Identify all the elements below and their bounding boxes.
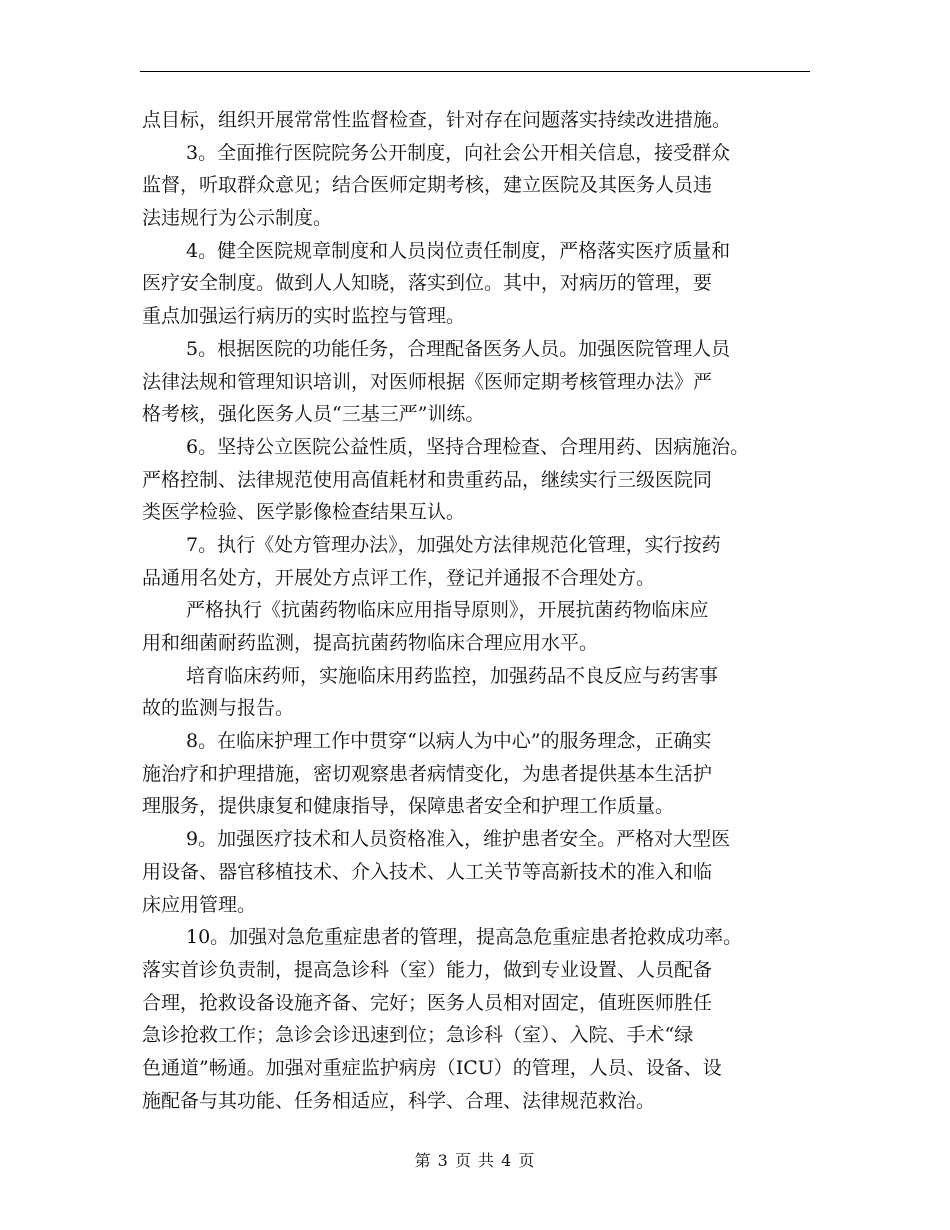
document-body (142, 104, 822, 1117)
text-line: 7。执行《处方管理办法》，加强处方法律规范化管理，实行按药 (186, 533, 721, 556)
text-line: 重点加强运行病历的实时监控与管理。 (142, 305, 466, 328)
page-number: 第 3 页 共 4 页 (414, 1151, 536, 1170)
text-line: 8。在临床护理工作中贯穿“以病人为中心”的服务理念，正确实 (186, 730, 712, 753)
text-line: 9。加强医疗技术和人员资格准入，维护患者安全。严格对大型医 (186, 828, 731, 851)
text-line: 品通用名处方，开展处方点评工作，登记并通报不合理处方。 (142, 566, 656, 589)
text-line: 格考核，强化医务人员“三基三严”训练。 (142, 403, 485, 426)
text-line: 合理，抢救设备设施齐备、完好；医务人员相对固定，值班医师胜任 (142, 991, 713, 1014)
text-line: 4。健全医院规章制度和人员岗位责任制度，严格落实医疗质量和 (186, 239, 731, 262)
text-line: 用和细菌耐药监测，提高抗菌药物临床合理应用水平。 (142, 632, 599, 654)
text-line: 法违规行为公示制度。 (142, 207, 333, 230)
text-line: 施治疗和护理措施，密切观察患者病情变化，为患者提供基本生活护 (142, 762, 713, 785)
text-line: 10。加强对急危重症患者的管理，提高急危重症患者抢救成功率。 (186, 926, 743, 949)
text-line: 严格执行《抗菌药物临床应用指导原则》，开展抗菌药物临床应 (186, 599, 709, 622)
text-line: 落实首诊负责制，提高急诊科（室）能力，做到专业设置、人员配备 (142, 958, 713, 981)
text-line: 5。根据医院的功能任务，合理配备医务人员。加强医院管理人员 (186, 337, 731, 360)
page-footer (0, 1148, 950, 1171)
text-line: 监督，听取群众意见；结合医师定期考核，建立医院及其医务人员违 (142, 174, 713, 197)
text-line: 故的监测与报告。 (142, 697, 295, 720)
text-line: 色通道”畅通。加强对重症监护病房（ICU）的管理，人员、设备、设 (142, 1056, 722, 1079)
text-line: 点目标，组织开展常常性监督检查，针对存在问题落实持续改进措施。 (142, 109, 732, 131)
text-line: 用设备、器官移植技术、介入技术、人工关节等高新技术的准入和临 (142, 860, 713, 883)
text-line: 床应用管理。 (142, 893, 257, 916)
text-line: 理服务，提供康复和健康指导，保障患者安全和护理工作质量。 (142, 795, 675, 818)
text-line: 严格控制、法律规范使用高值耗材和贵重药品，继续实行三级医院同 (142, 468, 713, 491)
text-line: 培育临床药师，实施临床用药监控，加强药品不良反应与药害事 (186, 664, 719, 687)
text-line: 施配备与其功能、任务相适应，科学、合理、法律规范救治。 (142, 1089, 656, 1112)
header-rule (140, 71, 810, 72)
text-line: 类医学检验、医学影像检查结果互认。 (142, 501, 466, 524)
text-line: 3。全面推行医院院务公开制度，向社会公开相关信息，接受群众 (186, 141, 731, 164)
text-line: 医疗安全制度。做到人人知晓，落实到位。其中，对病历的管理，要 (142, 272, 713, 295)
text-line: 急诊抢救工作；急诊会诊迅速到位；急诊科（室）、入院、手术“绿 (142, 1024, 694, 1047)
text-line: 法律法规和管理知识培训，对医师根据《医师定期考核管理办法》严 (142, 370, 713, 393)
text-line: 6。坚持公立医院公益性质，坚持合理检查、合理用药、因病施治。 (186, 435, 750, 458)
